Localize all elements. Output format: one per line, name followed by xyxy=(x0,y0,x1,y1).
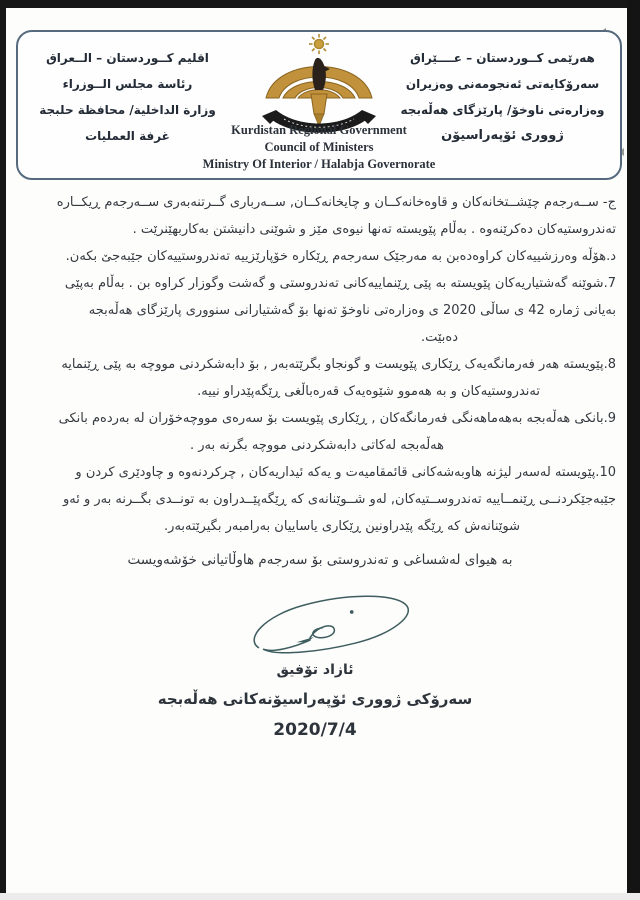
letterhead-english-line: Kurdistan Regional Government xyxy=(231,123,407,137)
scan-edge-right xyxy=(627,0,640,893)
letterhead-english xyxy=(18,122,620,173)
letterhead-kurdish-line: وەزارەتی ناوخۆ/ پارێزگای هەڵەبجە xyxy=(400,103,605,117)
body-line: شوێنانەش کە ڕێگە پێدراونین ڕێکاری یاساییان بەرامبەر بگیرێتەبەر. xyxy=(164,519,520,534)
body-line: تەندروستیەکان و بە هەموو شێوەیەک قەرەباڵغی ڕێگەپێدراو نییە. xyxy=(197,384,540,399)
scan-edge-top xyxy=(0,0,640,8)
signatory-title: سەرۆکی ژووری ئۆپەراسیۆنەکانی هەڵەبجە xyxy=(157,690,473,708)
letterhead-arabic-line: اقليم كــوردستان – الــعراق xyxy=(46,51,209,65)
letterhead-arabic-line: غرفة العمليات xyxy=(85,129,170,143)
letterhead xyxy=(16,30,622,180)
letterhead-kurdish-line: هەرێمی کــوردستان – عــــێراق xyxy=(410,51,595,65)
body-line: هەڵەبجە لەکاتی دابەشکردنی مووچە بگرنە بەر . xyxy=(189,438,444,453)
scan-edge-left xyxy=(0,0,6,893)
body-line: تەندروستیەکان دەکرێنەوە . بەڵام پێویستە تەنها نیوەی مێز و شوێنی دانیشتن بەکاربهێنرێت . xyxy=(132,222,616,237)
letterhead-english-line: Council of Ministers xyxy=(264,140,374,154)
signature xyxy=(243,590,418,662)
closing-wish: بە هیوای لەشساغی و تەندروستی بۆ سەرجەم هاوڵاتیانی خۆشەویست xyxy=(127,552,513,568)
scan-edge-bottom xyxy=(0,893,640,900)
letterhead-arabic-line: وزارة الداخلية/ محافظة حلبجة xyxy=(39,103,216,117)
letterhead-kurdish-line: سەرۆکایەتی ئەنجومەنی وەزیران xyxy=(405,77,600,91)
signatory-name: ئازاد تۆفیق xyxy=(276,662,354,678)
body-line: جێبەجێکردنــی ڕێنمــاییە تەندروســتیەکان, لەو شــوێنانەی کە ڕێگەپێــدراون بە تونــدی بگــرنە بەر و ئەو xyxy=(62,492,616,507)
body-line: بەیانی ژمارە 42 ی ساڵی 2020 ی وەزارەتی ناوخۆ تەنها بۆ گەشتیارانی سنووری پارێزگای هەڵەبجە xyxy=(88,303,616,318)
body-line: 7.شوێنە گەشتیاریەکان پێویستە بە پێی ڕێنماییەکانی تەندروستی و گەشت وگوزار کراوە بن . بەڵام بەپێی xyxy=(64,276,616,291)
body-line: دەبێت. xyxy=(420,330,458,345)
body-line: 9.بانکی هەڵەبجە بەهەماهەنگی فەرمانگەکان , ڕێکاری پێویست بۆ سەرەی مووچەخۆران لە بەردەم بانکی xyxy=(58,411,616,426)
letter-body xyxy=(24,189,616,540)
letterhead-kurdish-line: ژووری ئۆپەراسیۆن xyxy=(441,128,564,143)
body-line: 10.پێویستە لەسەر لیژنە هاوبەشەکانی قائمقامیەت و یەکە ئیداریەکان , چرکردنەوە و چاودێری کردن و xyxy=(75,465,616,480)
body-line: 8.پێویستە هەر فەرمانگەیەک ڕێکاری پێویست و گونجاو بگرێتەبەر , بۆ دابەشکردنی مووچە بە پێی ڕێنمایە xyxy=(61,357,616,372)
signature-date: 2020/7/4 xyxy=(273,720,357,740)
letterhead-english-line: Ministry Of Interior / Halabja Governorate xyxy=(202,157,436,171)
letterhead-arabic-line: رئاسة مجلس الــوزراء xyxy=(62,77,193,91)
body-line: ج- ســەرجەم چێشــتخانەکان و قاوەخانەکــان و چایخانەکــان, ســەرباری گــرتنەبەری ســەرجەم ڕیکــارە xyxy=(56,195,616,210)
body-line: د.هۆڵە وەرزشییەکان کراوەدەبن بە مەرجێک سەرجەم ڕێکارە خۆپارێزییە تەندروستییەکان جێبەجێ بکەن. xyxy=(65,249,616,264)
